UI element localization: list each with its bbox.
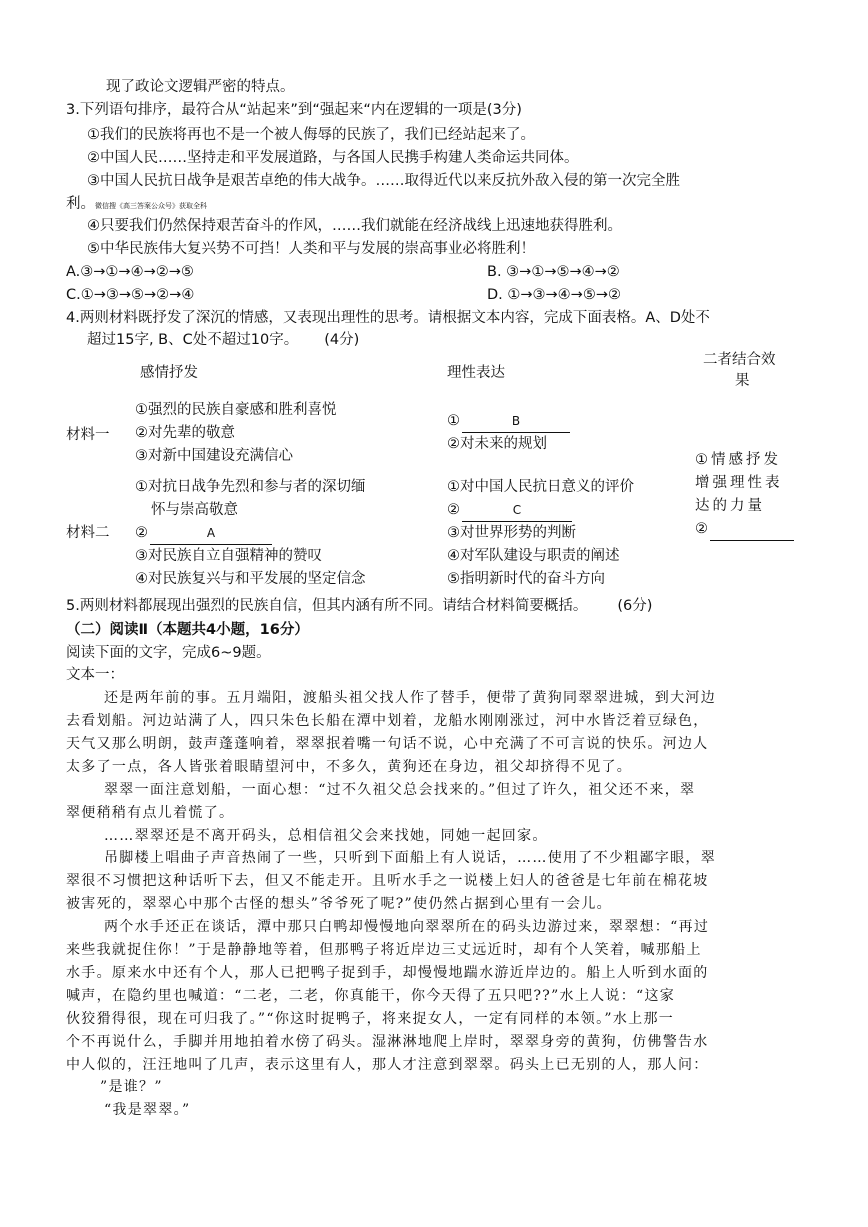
sentence-3: ③中国人民抗日战争是艰苦卓绝的伟大战争。……取得近代以来反抗外敌入侵的第一次完全胜	[87, 173, 680, 189]
blank-b	[462, 416, 570, 433]
material-2-reason	[447, 476, 634, 591]
section-heading: （二）阅读Ⅱ（本题共4小题，16分）	[66, 622, 309, 638]
question-4-limit-text: 超过15字, B、C处不超过10字。	[87, 332, 299, 348]
reading-instruction: 阅读下面的文字，完成6~9题。	[66, 645, 271, 661]
passage-line: 吊脚楼上唱曲子声音热闹了一些，只听到下面船上有人说话，……使用了不少粗鄙字眼，翠	[104, 850, 716, 866]
effect-column	[695, 449, 794, 541]
table-cell-text: 达的力量	[695, 498, 765, 514]
row-label-material-2: 材料二	[66, 525, 110, 541]
blank-prefix: ②	[447, 502, 460, 518]
table-cell-text: ②对未来的规划	[447, 436, 547, 452]
question-5-stem	[66, 597, 652, 615]
table-cell-text	[447, 410, 570, 433]
passage-line: ”是谁？”	[100, 1079, 163, 1095]
blank-prefix: ②	[135, 525, 148, 541]
table-cell-text: ③对世界形势的判断	[447, 525, 576, 541]
passage-line: 两个水手还正在谈话，潭中那只白鸭却慢慢地向翠翠所在的码头边游过来，翠翠想：“再过	[104, 919, 710, 935]
option-a: A.③→①→④→②→⑤	[66, 264, 194, 280]
table-cell-text	[695, 518, 794, 541]
material-1-emotion	[135, 399, 337, 468]
blank-c-label: C	[512, 503, 522, 517]
passage-line: 来些我就捉住你！”于是静静地等着，但那鸭子将近岸边三丈远近时，却有个人笑着，喊那船上	[66, 942, 702, 958]
watermark-note: 微信搜《高三答案公众号》获取全科	[95, 202, 207, 210]
question-4-limit	[87, 331, 359, 349]
table-cell-text: 怀与崇高敬意	[151, 502, 238, 518]
passage-line: ……翠翠还是不离开码头，总相信祖父会来找她，同她一起回家。	[104, 828, 548, 844]
passage-line: 还是两年前的事。五月端阳，渡船头祖父找人作了替手，便带了黄狗同翠翠进城，到大河边	[104, 690, 716, 706]
blank-prefix: ②	[695, 521, 708, 537]
passage-line: 翠便稍稍有点儿着慌了。	[66, 805, 235, 821]
passage-line: 翠很不习惯把这种话听下去，但又不能走开。且听水手之一说楼上妇人的爸爸是七年前在棉花坡	[66, 873, 709, 889]
passage-line: 个不再说什么，手脚并用地拍着水傍了码头。湿淋淋地爬上岸时，翠翠身旁的黄狗，仿佛警告水	[66, 1034, 709, 1050]
passage-line: “我是翠翠。”	[104, 1102, 191, 1118]
table-header-effect	[703, 350, 776, 392]
table-header-effect-line2: 果	[735, 373, 750, 389]
option-b: B. ③→①→⑤→④→②	[487, 264, 620, 280]
question-4-stem: 4.两则材料既抒发了深沉的情感，又表现出理性的思考。请根据文本内容，完成下面表格。A、D处不	[66, 310, 710, 326]
table-header-reason: 理性表达	[447, 365, 505, 381]
table-header-effect-line1: 二者结合效	[703, 352, 776, 368]
text-one-label: 文本一：	[66, 667, 124, 683]
passage-line: 水手。原来水中还有个人，那人已把鸭子捉到手，却慢慢地踹水游近岸边的。船上人听到水面的	[66, 965, 709, 981]
table-cell-text: ①情感抒发	[695, 452, 781, 468]
table-cell-text: ③对民族自立自强精神的赞叹	[135, 548, 322, 564]
table-header-emotion: 感情抒发	[140, 365, 198, 381]
question-5-score: (6分)	[617, 598, 653, 614]
table-cell-text: ①对抗日战争先烈和参与者的深切缅	[135, 479, 366, 495]
option-d: D. ①→③→④→⑤→②	[487, 287, 621, 303]
sentence-5: ⑤中华民族伟大复兴势不可挡！人类和平与发展的崇高事业必将胜利！	[87, 241, 535, 257]
sentence-2: ②中国人民……坚持走和平发展道路，与各国人民携手构建人类命运共同体。	[87, 150, 579, 166]
sentence-1: ①我们的民族将再也不是一个被人侮辱的民族了，我们已经站起来了。	[87, 127, 535, 143]
blank-d	[710, 524, 794, 541]
table-cell-text: ⑤指明新时代的奋斗方向	[447, 571, 605, 587]
material-1-reason	[447, 410, 570, 456]
table-cell-text	[447, 499, 634, 522]
sentence-4: ④只要我们仍然保持艰苦奋斗的作风，……我们就能在经济战线上迅速地获得胜利。	[87, 218, 622, 234]
table-cell-text: ②对先辈的敬意	[135, 425, 235, 441]
table-cell-text: ①强烈的民族自豪感和胜利喜悦	[135, 402, 337, 418]
passage-line: 天气又那么明朗，鼓声蓬蓬响着，翠翠抿着嘴一句话不说，心中充满了不可言说的快乐。河边人	[66, 736, 709, 752]
sentence-3-end	[66, 195, 207, 213]
row-label-material-1: 材料一	[66, 427, 110, 443]
sentence-3-end-text: 利。	[66, 196, 95, 212]
passage-line: 翠翠一面注意划船，一面心想：“过不久祖父总会找来的。”但过了许久，祖父还不来，翠	[104, 782, 696, 798]
table-cell-text: 增强理性表	[695, 475, 783, 491]
question-3-stem: 3.下列语句排序，最符合从“站起来”到“强起来“内在逻辑的一项是(3分)	[66, 102, 522, 118]
blank-a-label: A	[206, 526, 216, 540]
passage-line: 中人似的，汪汪地叫了几声，表示这里有人，那人才注意到翠翠。码头上已无别的人，那人问：	[66, 1057, 709, 1073]
text-line: 现了政论文逻辑严密的特点。	[106, 79, 295, 95]
table-cell-text: ④对军队建设与职责的阐述	[447, 548, 620, 564]
table-cell-text: ①对中国人民抗日意义的评价	[447, 479, 634, 495]
blank-c	[462, 505, 572, 522]
blank-prefix: ①	[447, 413, 460, 429]
question-4-score: (4分)	[324, 332, 360, 348]
passage-line: 去看划船。河边站满了人，四只朱色长船在潭中划着，龙船水刚刚涨过，河中水皆泛着豆绿色，	[66, 713, 709, 729]
table-cell-text: ③对新中国建设充满信心	[135, 448, 293, 464]
passage-line: 被害死的，翠翠心中那个古怪的想头”爷爷死了呢?”使仍然占据到心里有一会儿。	[66, 896, 612, 912]
table-cell-text	[135, 522, 366, 545]
question-5-text: 5.两则材料都展现出强烈的民族自信，但其内涵有所不同。请结合材料简要概括。	[66, 598, 588, 614]
option-c: C.①→③→⑤→②→④	[66, 287, 195, 303]
passage-line: 喊声，在隐约里也喊道：“二老，二老，你真能干，你今天得了五只吧??”水上人说：“这家	[66, 988, 676, 1004]
blank-a	[150, 528, 272, 545]
passage-line: 太多了一点，各人皆张着眼睛望河中，不多久，黄狗还在身边，祖父却挤得不见了。	[66, 759, 633, 775]
blank-b-label: B	[511, 414, 521, 428]
passage-line: 伙狡猾得很，现在可归我了。”“你这时捉鸭子，将来捉女人，一定有同样的本领。”水上那一	[66, 1011, 675, 1027]
material-2-emotion	[135, 476, 366, 591]
table-cell-text: ④对民族复兴与和平发展的坚定信念	[135, 571, 366, 587]
